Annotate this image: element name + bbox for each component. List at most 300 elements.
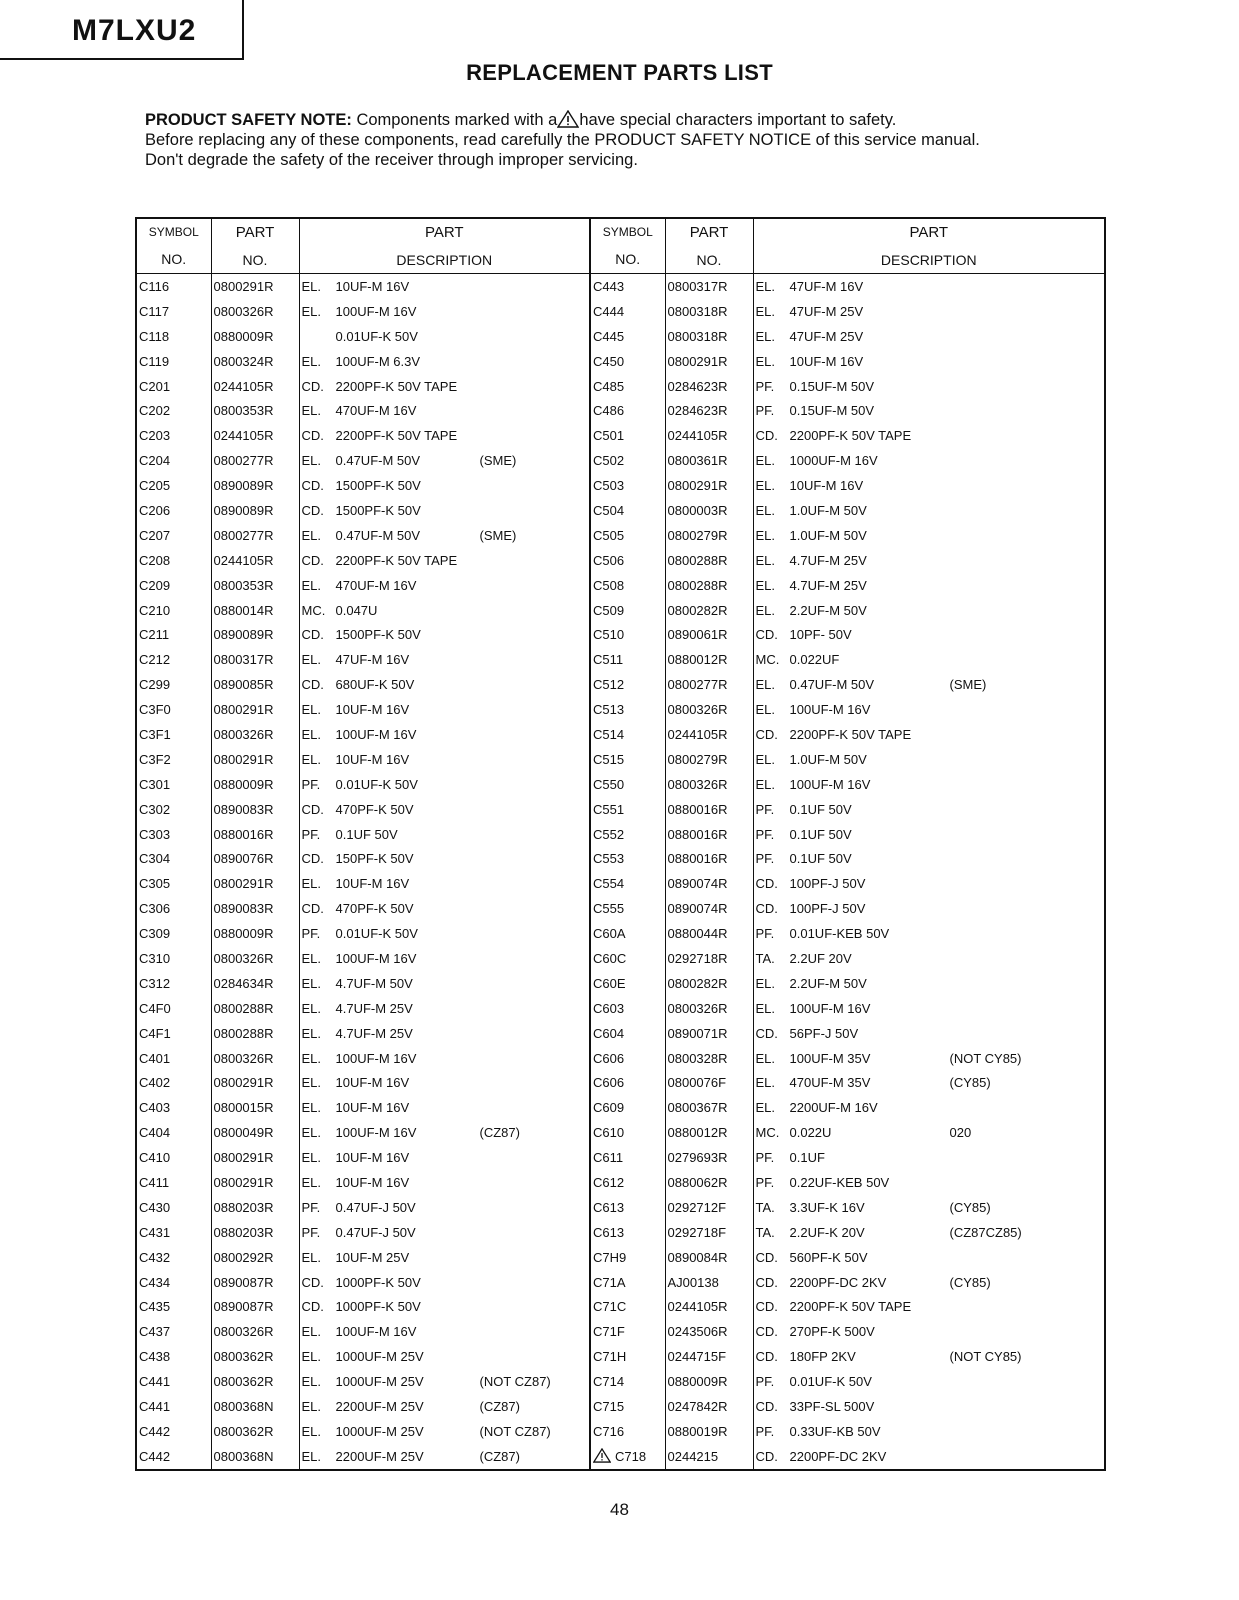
part-note: (NOT CY85) (949, 1349, 1022, 1365)
symbol-no: C310 (139, 950, 171, 966)
symbol-cell (136, 1120, 211, 1145)
description-cell (753, 1195, 1105, 1220)
part-type: PF. (755, 801, 775, 817)
description-cell (753, 622, 1105, 647)
description-cell (753, 1145, 1105, 1170)
symbol-no: C205 (139, 478, 171, 494)
description-cell (299, 1095, 590, 1120)
part-no-cell: 0244105R (665, 423, 753, 448)
description-cell (299, 946, 590, 971)
description-cell (299, 349, 590, 374)
part-type: EL. (301, 950, 322, 966)
part-type: CD. (301, 1299, 324, 1315)
table-header-row (136, 218, 1105, 274)
description-cell (753, 1046, 1105, 1071)
symbol-cell (590, 1245, 665, 1270)
header-part-description: PART DESCRIPTION (299, 218, 590, 274)
symbol-cell (136, 448, 211, 473)
part-no-cell: 0800282R (665, 971, 753, 996)
description-cell (299, 871, 590, 896)
warning-triangle-icon (557, 110, 579, 127)
part-note: (NOT CY85) (949, 1050, 1022, 1066)
table-row (136, 324, 1105, 349)
part-value: 4.7UF-M 50V (335, 975, 413, 991)
description-cell (299, 448, 590, 473)
part-value: 1000UF-M 25V (335, 1349, 424, 1365)
symbol-cell (590, 722, 665, 747)
part-type: CD. (755, 1025, 778, 1041)
part-no-cell: 0880203R (211, 1220, 299, 1245)
symbol-no: C435 (139, 1299, 171, 1315)
part-type: CD. (755, 1249, 778, 1265)
table-row (136, 971, 1105, 996)
part-note: 020 (949, 1125, 972, 1141)
symbol-no: C502 (593, 453, 625, 469)
description-cell (753, 548, 1105, 573)
part-value: 100UF-M 16V (335, 1324, 417, 1340)
table-row (136, 1120, 1105, 1145)
symbol-cell (136, 349, 211, 374)
part-note: (SME) (949, 677, 987, 693)
part-value: 100UF-M 16V (789, 1000, 871, 1016)
part-no-cell: 0800015R (211, 1095, 299, 1120)
symbol-no: C486 (593, 403, 625, 419)
part-no-cell: 0890089R (211, 622, 299, 647)
part-no-cell: 0890087R (211, 1270, 299, 1295)
part-no-cell: 0880016R (665, 797, 753, 822)
symbol-cell (136, 1245, 211, 1270)
symbol-no: C3F0 (139, 702, 171, 718)
part-value: 1000UF-M 16V (789, 453, 878, 469)
part-type: CD. (301, 1274, 324, 1290)
part-value: 2200PF-K 50V TAPE (335, 428, 458, 444)
part-type: CD. (755, 1399, 778, 1415)
table-row (136, 1419, 1105, 1444)
table-row (136, 1195, 1105, 1220)
part-value: 0.47UF-M 50V (789, 677, 875, 693)
part-value: 470UF-M 16V (335, 577, 417, 593)
part-no-cell: 0800291R (211, 1071, 299, 1096)
part-note: (CZ87CZ85) (949, 1224, 1022, 1240)
part-type: EL. (755, 1075, 776, 1091)
symbol-cell (136, 498, 211, 523)
description-cell (753, 473, 1105, 498)
description-cell (299, 1145, 590, 1170)
symbol-no: C431 (139, 1224, 171, 1240)
part-type: EL. (301, 1050, 322, 1066)
table-row (136, 896, 1105, 921)
description-cell (753, 896, 1105, 921)
part-no-cell: 0800288R (665, 548, 753, 573)
symbol-no: C611 (593, 1150, 624, 1166)
part-type: EL. (755, 328, 776, 344)
header-part-description-right: PART DESCRIPTION (753, 218, 1105, 274)
part-no-cell: 0800076F (665, 1071, 753, 1096)
part-value: 0.47UF-M 50V (335, 453, 421, 469)
table-row (136, 498, 1105, 523)
symbol-no: C7H9 (593, 1249, 627, 1265)
part-value: 470UF-M 35V (789, 1075, 871, 1091)
part-no-cell: 0800326R (665, 697, 753, 722)
description-cell (299, 398, 590, 423)
part-value: 2200PF-K 50V TAPE (335, 378, 458, 394)
description-cell (299, 523, 590, 548)
table-row (136, 1369, 1105, 1394)
description-cell (753, 1344, 1105, 1369)
symbol-no: C441 (139, 1399, 171, 1415)
part-value: 0.047U (335, 602, 378, 618)
part-type: EL. (301, 527, 322, 543)
symbol-no: C302 (139, 801, 171, 817)
part-no-cell: 0880009R (665, 1369, 753, 1394)
symbol-no: C438 (139, 1349, 171, 1365)
symbol-cell (136, 548, 211, 573)
description-cell (299, 921, 590, 946)
safety-note-line-1 (145, 110, 980, 130)
part-no-cell: 0292712F (665, 1195, 753, 1220)
part-value: 47UF-M 25V (789, 328, 864, 344)
symbol-cell (136, 274, 211, 299)
part-type: TA. (755, 950, 775, 966)
part-type: CD. (301, 552, 324, 568)
symbol-no: C437 (139, 1324, 171, 1340)
part-type: MC. (301, 602, 326, 618)
part-type: EL. (301, 1150, 322, 1166)
description-cell (299, 1245, 590, 1270)
part-no-cell: 0284634R (211, 971, 299, 996)
symbol-cell (590, 1369, 665, 1394)
symbol-no: C515 (593, 751, 625, 767)
part-value: 10UF-M 16V (335, 1175, 410, 1190)
part-no-cell: 0890076R (211, 846, 299, 871)
symbol-no: C512 (593, 677, 625, 693)
description-cell (753, 1369, 1105, 1394)
symbol-cell (590, 324, 665, 349)
description-cell (299, 672, 590, 697)
symbol-no: C511 (593, 652, 624, 668)
symbol-no: C204 (139, 453, 171, 469)
safety-note-line-3: Don't degrade the safety of the receiver through improper servicing. (145, 151, 638, 169)
part-no-cell: 0800326R (665, 996, 753, 1021)
symbol-no: C714 (593, 1374, 625, 1390)
symbol-no: C404 (139, 1125, 171, 1141)
part-no-cell: 0800326R (211, 946, 299, 971)
part-value: 2.2UF 20V (789, 950, 852, 966)
part-no-cell: 0800326R (211, 1319, 299, 1344)
description-cell (299, 573, 590, 598)
part-type: CD. (755, 901, 778, 917)
part-value: 47UF-M 16V (335, 652, 410, 668)
symbol-no: C552 (593, 826, 625, 842)
part-no-cell: 0800362R (211, 1369, 299, 1394)
part-type: PF. (301, 826, 321, 842)
symbol-no: C208 (139, 552, 171, 568)
part-no-cell: 0890071R (665, 1021, 753, 1046)
part-type: EL. (301, 1100, 322, 1116)
part-no-cell: 0247842R (665, 1394, 753, 1419)
symbol-no: C306 (139, 901, 171, 917)
symbol-no: C402 (139, 1075, 171, 1091)
part-type: CD. (755, 876, 778, 892)
part-type: EL. (301, 1175, 322, 1190)
part-note: (SME) (479, 527, 517, 543)
part-no-cell: 0244105R (211, 374, 299, 399)
parts-table (135, 217, 1106, 1471)
part-no-cell: 0800353R (211, 398, 299, 423)
description-cell (753, 423, 1105, 448)
part-type: PF. (755, 1175, 775, 1190)
symbol-cell (136, 324, 211, 349)
part-type: CD. (301, 478, 324, 494)
table-row (136, 349, 1105, 374)
part-type: EL. (301, 702, 322, 718)
part-type: CD. (301, 428, 324, 444)
part-no-cell: 0284623R (665, 374, 753, 399)
symbol-cell (590, 647, 665, 672)
part-no-cell: AJ00138 (665, 1270, 753, 1295)
symbol-cell (590, 548, 665, 573)
description-cell (753, 573, 1105, 598)
symbol-cell (136, 871, 211, 896)
description-cell (299, 722, 590, 747)
part-no-cell: 0800049R (211, 1120, 299, 1145)
part-type: CD. (301, 901, 324, 917)
part-no-cell: 0244105R (211, 548, 299, 573)
symbol-cell (136, 1295, 211, 1320)
table-row (136, 772, 1105, 797)
part-value: 100UF-M 35V (789, 1050, 871, 1066)
part-no-cell: 0800277R (211, 448, 299, 473)
description-cell (753, 1394, 1105, 1419)
part-type: EL. (301, 1374, 322, 1390)
part-no-cell: 0880016R (211, 822, 299, 847)
symbol-no: C210 (139, 602, 171, 618)
symbol-no: C604 (593, 1025, 625, 1041)
part-no-cell: 0800326R (211, 1046, 299, 1071)
part-no-cell: 0800361R (665, 448, 753, 473)
part-no-cell: 0800279R (665, 747, 753, 772)
part-value: 0.022U (789, 1125, 832, 1141)
part-no-cell: 0244215 (665, 1444, 753, 1470)
symbol-no: C603 (593, 1000, 625, 1016)
part-value: 10UF-M 16V (335, 1075, 410, 1091)
symbol-cell (590, 1145, 665, 1170)
table-row (136, 1145, 1105, 1170)
part-value: 2.2UF-M 50V (789, 602, 867, 618)
symbol-no: C211 (139, 627, 170, 643)
part-value: 4.7UF-M 25V (789, 577, 867, 593)
part-type: TA. (755, 1224, 775, 1240)
symbol-no: C203 (139, 428, 171, 444)
symbol-cell (590, 1071, 665, 1096)
part-type: EL. (755, 1050, 776, 1066)
part-type: EL. (755, 453, 776, 469)
description-cell (299, 598, 590, 623)
part-note: (NOT CZ87) (479, 1374, 551, 1390)
description-cell (299, 274, 590, 299)
symbol-cell (136, 1046, 211, 1071)
part-no-cell: 0890089R (211, 498, 299, 523)
part-value: 2200UF-M 25V (335, 1399, 424, 1415)
part-type: PF. (755, 1150, 775, 1166)
table-row (136, 747, 1105, 772)
part-type: EL. (301, 577, 322, 593)
part-no-cell: 0800291R (211, 747, 299, 772)
description-cell (753, 647, 1105, 672)
part-value: 10UF-M 16V (789, 353, 864, 369)
part-type: EL. (301, 1448, 322, 1464)
part-no-cell: 0800353R (211, 573, 299, 598)
part-value: 10UF-M 25V (335, 1249, 410, 1265)
part-no-cell: 0800277R (665, 672, 753, 697)
part-type: CD. (755, 726, 778, 742)
part-no-cell: 0800292R (211, 1245, 299, 1270)
description-cell (753, 374, 1105, 399)
part-type: CD. (755, 1349, 778, 1365)
description-cell (753, 448, 1105, 473)
description-cell (299, 473, 590, 498)
part-type: CD. (755, 1324, 778, 1340)
symbol-no: C303 (139, 826, 171, 842)
part-note: (CY85) (949, 1199, 991, 1215)
symbol-no: C410 (139, 1150, 171, 1166)
part-value: 180FP 2KV (789, 1349, 856, 1365)
table-row (136, 871, 1105, 896)
table-row (136, 1444, 1105, 1470)
description-cell (753, 324, 1105, 349)
symbol-no: C3F2 (139, 751, 171, 767)
part-value: 0.1UF 50V (335, 826, 398, 842)
part-value: 0.22UF-KEB 50V (789, 1175, 890, 1190)
part-no-cell: 0284623R (665, 398, 753, 423)
part-value: 4.7UF-M 25V (789, 552, 867, 568)
part-value: 1.0UF-M 50V (789, 527, 867, 543)
symbol-cell (136, 647, 211, 672)
page-number: 48 (610, 1500, 629, 1519)
table-row (136, 797, 1105, 822)
part-value: 47UF-M 16V (789, 278, 864, 294)
symbol-cell (590, 622, 665, 647)
symbol-cell (590, 498, 665, 523)
part-no-cell: 0800324R (211, 349, 299, 374)
part-no-cell: 0800328R (665, 1046, 753, 1071)
symbol-no: C4F0 (139, 1000, 171, 1016)
symbol-no: C312 (139, 975, 171, 991)
part-no-cell: 0800291R (211, 871, 299, 896)
symbol-no: C299 (139, 677, 171, 693)
table-row (136, 1295, 1105, 1320)
table-row (136, 672, 1105, 697)
description-cell (753, 1419, 1105, 1444)
header-part-no-right: PART NO. (665, 218, 753, 274)
part-value: 0.01UF-KEB 50V (789, 926, 890, 942)
part-value: 10UF-M 16V (335, 1150, 410, 1166)
symbol-cell (136, 1319, 211, 1344)
description-cell (753, 822, 1105, 847)
part-type: PF. (301, 926, 321, 942)
safety-note-text-b: have special characters important to safety. (579, 111, 897, 129)
part-type: PF. (301, 1199, 321, 1215)
warning-triangle-icon (593, 1449, 615, 1464)
symbol-cell (590, 871, 665, 896)
symbol-cell (136, 398, 211, 423)
symbol-no: C304 (139, 851, 171, 867)
part-type: EL. (301, 403, 322, 419)
symbol-cell (136, 1095, 211, 1120)
symbol-no: C441 (139, 1374, 171, 1390)
symbol-no: C613 (593, 1224, 625, 1240)
part-type: EL. (755, 577, 776, 593)
description-cell (299, 1295, 590, 1320)
parts-table-body (136, 274, 1105, 1471)
part-value: 2200PF-K 50V TAPE (789, 726, 912, 742)
description-cell (753, 1021, 1105, 1046)
symbol-no: C207 (139, 527, 171, 543)
symbol-cell (136, 1220, 211, 1245)
table-row (136, 647, 1105, 672)
symbol-cell (136, 1394, 211, 1419)
symbol-cell (590, 697, 665, 722)
description-cell (753, 1170, 1105, 1195)
part-no-cell: 0890083R (211, 896, 299, 921)
table-row (136, 1245, 1105, 1270)
symbol-no: C4F1 (139, 1025, 171, 1041)
part-no-cell: 0890087R (211, 1295, 299, 1320)
part-type: EL. (755, 527, 776, 543)
symbol-cell (136, 1170, 211, 1195)
part-no-cell: 0244105R (665, 722, 753, 747)
part-no-cell: 0800291R (211, 697, 299, 722)
symbol-no: C3F1 (139, 726, 171, 742)
part-no-cell: 0800288R (665, 573, 753, 598)
table-row (136, 274, 1105, 299)
part-value: 4.7UF-M 25V (335, 1025, 413, 1041)
symbol-no: C444 (593, 303, 625, 319)
symbol-cell (590, 473, 665, 498)
symbol-cell (590, 1419, 665, 1444)
part-no-cell: 0890061R (665, 622, 753, 647)
description-cell (753, 946, 1105, 971)
description-cell (753, 1295, 1105, 1320)
description-cell (299, 1046, 590, 1071)
table-row (136, 1270, 1105, 1295)
table-row (136, 1319, 1105, 1344)
description-cell (753, 1071, 1105, 1096)
part-value: 1000PF-K 50V (335, 1274, 421, 1290)
symbol-cell (136, 423, 211, 448)
description-cell (299, 797, 590, 822)
symbol-no: C60C (593, 950, 627, 966)
symbol-cell (590, 1095, 665, 1120)
symbol-no: C403 (139, 1100, 171, 1116)
part-value: 4.7UF-M 25V (335, 1000, 413, 1016)
symbol-cell (590, 1021, 665, 1046)
part-no-cell: 0292718F (665, 1220, 753, 1245)
part-note: (CY85) (949, 1274, 991, 1290)
table-row (136, 448, 1105, 473)
description-cell (299, 996, 590, 1021)
part-no-cell: 0800326R (665, 772, 753, 797)
part-value: 2200PF-K 50V TAPE (789, 428, 912, 444)
symbol-no: C116 (139, 278, 170, 294)
symbol-no: C612 (593, 1175, 625, 1190)
part-value: 2.2UF-K 20V (789, 1224, 865, 1240)
part-no-cell: 0800318R (665, 324, 753, 349)
symbol-cell (590, 1120, 665, 1145)
symbol-cell (136, 971, 211, 996)
table-row (136, 1046, 1105, 1071)
part-no-cell: 0800291R (665, 473, 753, 498)
